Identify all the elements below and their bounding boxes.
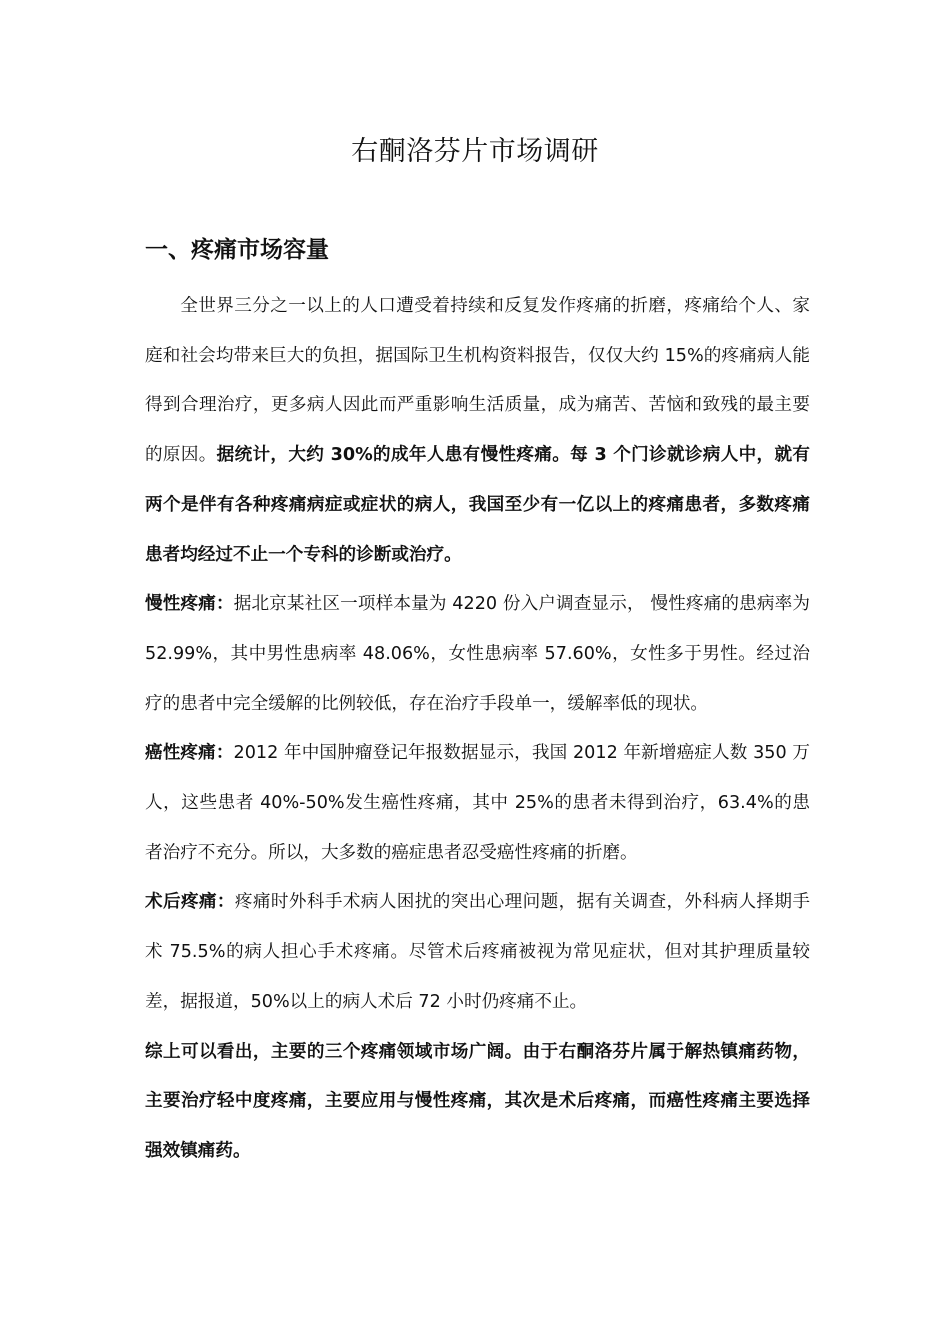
cancer-pain-text: 2012 年中国肿瘤登记年报数据显示，我国 2012 年新增癌症人数 350 万人，这些患者 40%-50%发生癌性疼痛，其中 25%的患者未得到治疗，63.4%的患者治疗不充分。所以，大多数的癌症患者忍受癌性疼痛的折磨。 [145, 743, 810, 863]
chronic-pain-text: 据北京某社区一项样本量为 4220 份入户调查显示， 慢性疼痛的患病率为 52.99%，其中男性患病率 48.06%，女性患病率 57.60%，女性多于男性。经过治疗的患者中完全缓解的比例较低，存在治疗手段单一，缓解率低的现状。 [145, 594, 810, 714]
cancer-pain-label: 癌性疼痛： [145, 743, 234, 764]
intro-text: 全世界三分之一以上的人口遭受着持续和反复发作疼痛的折磨，疼痛给个人、家庭和社会均带来巨大的负担，据国际卫生机构资料报告，仅仅大约 15%的疼痛病人能得到合理治疗，更多病人因此而严重影响生活质量，成为痛苦、苦恼和致残的最主要的原因。 [145, 296, 810, 466]
postop-pain-label: 术后疼痛： [145, 892, 235, 913]
intro-paragraph [145, 282, 810, 580]
document-title: 右酮洛芬片市场调研 [351, 136, 599, 167]
summary-paragraph: 综上可以看出，主要的三个疼痛领域市场广阔。由于右酮洛芬片属于解热镇痛药物，主要治疗轻中度疼痛，主要应用与慢性疼痛，其次是术后疼痛，而癌性疼痛主要选择强效镇痛药。 [145, 1041, 810, 1161]
section-heading: 一、疼痛市场容量 [145, 237, 329, 263]
postop-pain-text: 疼痛时外科手术病人困扰的突出心理问题，据有关调查，外科病人择期手术 75.5%的病人担心手术疼痛。尽管术后疼痛被视为常见症状，但对其护理质量较差，据报道，50%以上的病人术后 72 小时仍疼痛不止。 [145, 892, 810, 1012]
cancer-pain-paragraph [145, 729, 810, 878]
chronic-pain-label: 慢性疼痛： [145, 594, 234, 615]
chronic-pain-paragraph [145, 580, 810, 729]
postop-pain-paragraph [145, 878, 810, 1027]
document-body [145, 282, 810, 1177]
intro-bold-text: 据统计，大约 30%的成年人患有慢性疼痛。每 3 个门诊就诊病人中，就有两个是伴有各种疼痛病症或症状的病人，我国至少有一亿以上的疼痛患者，多数疼痛患者均经过不止一个专科的诊断或治疗。 [145, 445, 810, 565]
